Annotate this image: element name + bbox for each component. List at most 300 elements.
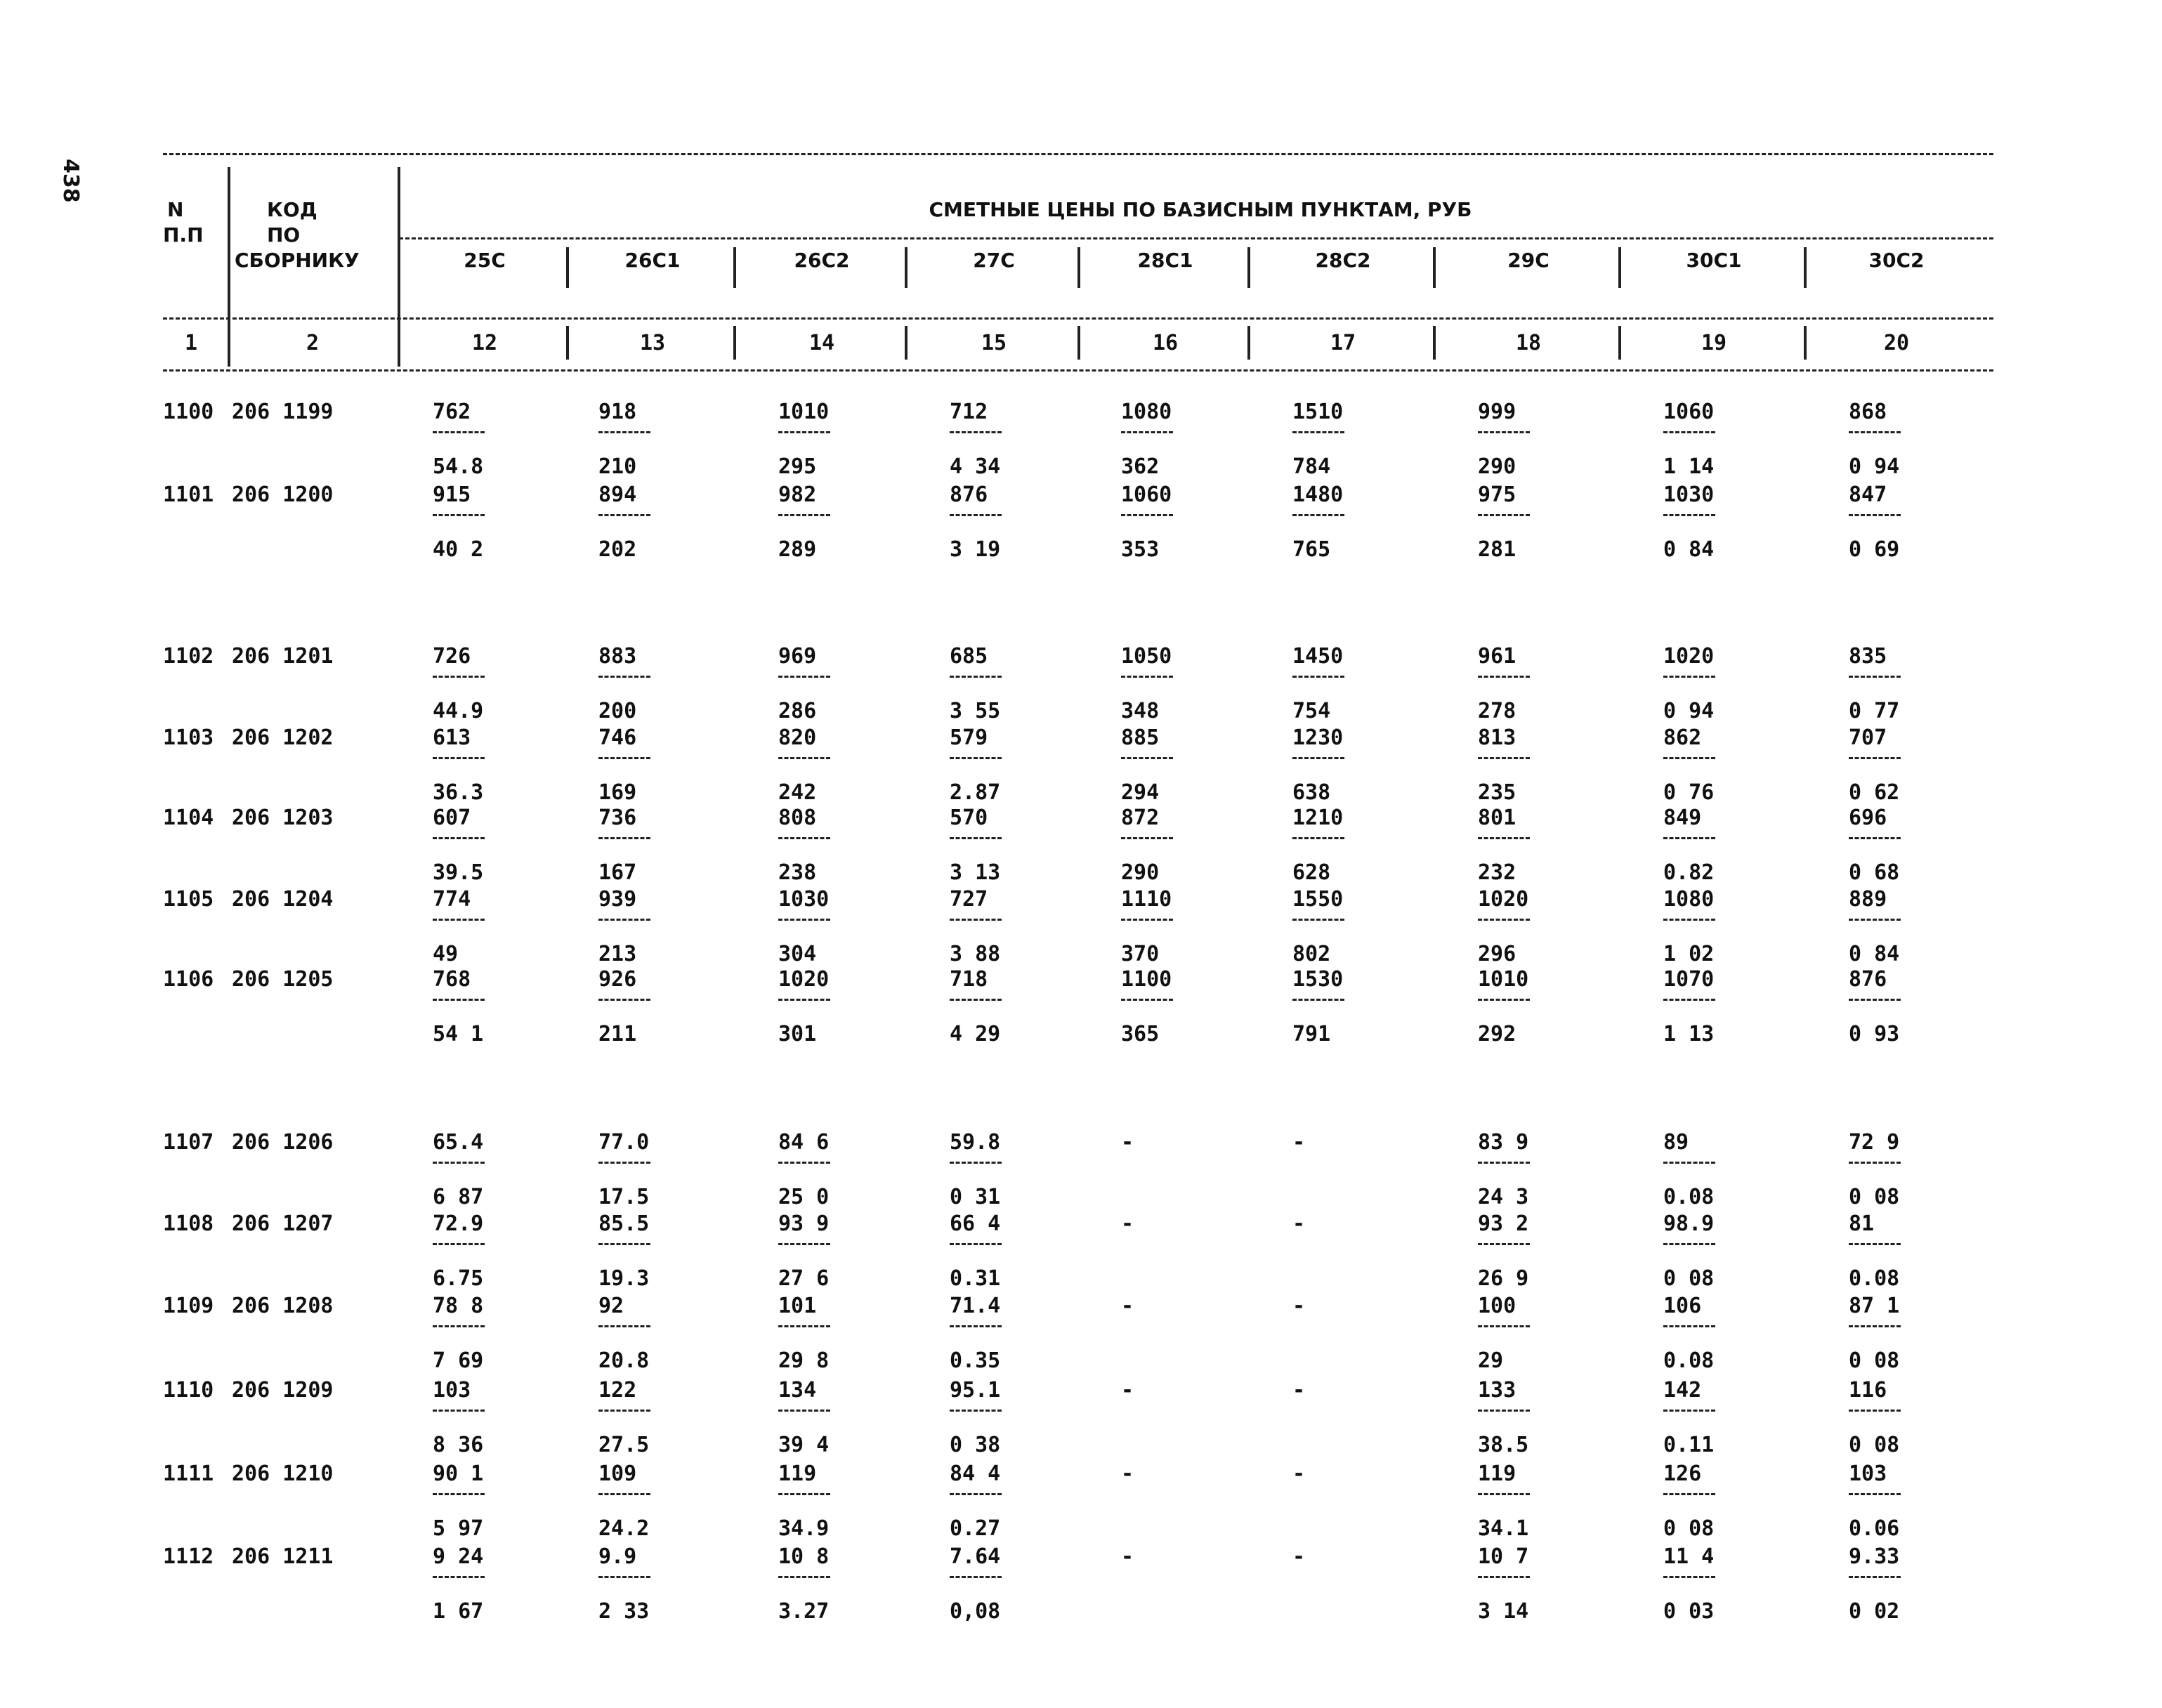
fraction-line [433, 1162, 485, 1164]
price-value-top: 9.33 [1849, 1544, 1900, 1569]
price-colnum-divider-7 [1618, 326, 1621, 360]
fraction-line [433, 514, 485, 516]
row-code: 206 1204 [232, 887, 334, 912]
price-value-bottom: 29 [1478, 1348, 1504, 1373]
price-value-top: 1480 [1292, 482, 1344, 507]
table-top-rule [163, 153, 1993, 155]
price-value-bottom: 213 [598, 942, 637, 966]
price-value-bottom: 0.08 [1849, 1266, 1900, 1291]
price-value-bottom: 348 [1121, 699, 1160, 723]
price-value-bottom: 167 [598, 860, 637, 885]
price-value-bottom: 0.11 [1663, 1433, 1715, 1457]
price-value-top: 961 [1478, 644, 1516, 669]
price-value-bottom: 0 08 [1663, 1266, 1715, 1291]
price-value-bottom: 290 [1478, 454, 1516, 479]
group-header-rule [399, 237, 1993, 239]
price-value-bottom: 0 84 [1663, 537, 1715, 562]
price-value-top: 1020 [778, 967, 830, 992]
fraction-line [1478, 757, 1530, 759]
fraction-line [1478, 837, 1530, 839]
row-number: 1106 [163, 967, 214, 992]
price-value-top: 106 [1663, 1294, 1702, 1318]
fraction-line [778, 757, 830, 759]
fraction-line [433, 919, 485, 921]
column-number: 1 [184, 331, 198, 355]
price-value-top: 862 [1663, 725, 1702, 750]
fraction-line [598, 1243, 650, 1245]
column-number: 13 [639, 331, 666, 355]
price-value-bottom: 34.9 [778, 1516, 830, 1541]
price-value-bottom: 38.5 [1478, 1433, 1529, 1457]
price-value-bottom: 365 [1121, 1022, 1160, 1046]
price-value-top: 696 [1849, 806, 1887, 830]
price-value-top: 87 1 [1849, 1294, 1900, 1318]
price-value-top: 685 [950, 644, 988, 669]
fraction-line [1478, 1325, 1530, 1327]
price-value-top: 1060 [1121, 482, 1172, 507]
price-value-bottom: 0.35 [950, 1348, 1001, 1373]
price-value-bottom: 370 [1121, 942, 1160, 966]
fraction-line [1292, 676, 1344, 678]
price-value-top: 918 [598, 400, 637, 424]
price-column-header: 29С [1507, 249, 1550, 272]
fraction-line [598, 676, 650, 678]
fraction-line [1121, 676, 1173, 678]
price-value-top: - [1292, 1294, 1306, 1318]
price-value-top: 999 [1478, 400, 1516, 424]
price-value-top: 77.0 [598, 1130, 650, 1155]
fraction-line [1849, 431, 1901, 433]
price-value-bottom: 6.75 [433, 1266, 484, 1291]
price-value-top: 72.9 [433, 1211, 484, 1236]
price-value-top: 1020 [1663, 644, 1715, 669]
fraction-line [950, 999, 1002, 1001]
price-value-bottom: 235 [1478, 780, 1516, 805]
price-value-bottom: 3 14 [1478, 1599, 1529, 1624]
fraction-line [1292, 999, 1344, 1001]
price-column-header: 28С1 [1137, 249, 1193, 272]
fraction-line [950, 1243, 1002, 1245]
column-number: 20 [1883, 331, 1910, 355]
price-value-top: 71.4 [950, 1294, 1001, 1318]
fraction-line [1478, 919, 1530, 921]
price-value-bottom: 295 [778, 454, 817, 479]
price-value-bottom: 0 68 [1849, 860, 1900, 885]
fraction-line [1121, 431, 1173, 433]
fraction-line [433, 999, 485, 1001]
column-number: 14 [808, 331, 835, 355]
price-value-bottom: 0 62 [1849, 780, 1900, 805]
price-value-bottom: 0.06 [1849, 1516, 1900, 1541]
price-value-bottom: 0.27 [950, 1516, 1001, 1541]
row-code: 206 1203 [232, 806, 334, 830]
price-value-top: 9.9 [598, 1544, 637, 1569]
fraction-line [1849, 1243, 1901, 1245]
price-value-bottom: 0.82 [1663, 860, 1715, 885]
price-value-top: 1080 [1663, 887, 1715, 912]
fraction-line [1663, 1243, 1715, 1245]
price-value-top: 10 7 [1478, 1544, 1529, 1569]
price-value-top: 736 [598, 806, 637, 830]
fraction-line [950, 514, 1002, 516]
price-column-header: 28С2 [1315, 249, 1371, 272]
column-number: 15 [981, 331, 1007, 355]
price-value-bottom: 289 [778, 537, 817, 562]
price-value-bottom: 628 [1292, 860, 1331, 885]
price-value-top: 1530 [1292, 967, 1344, 992]
price-value-top: 59.8 [950, 1130, 1001, 1155]
price-value-bottom: 25 0 [778, 1185, 830, 1209]
price-value-bottom: 304 [778, 942, 817, 966]
row-number: 1108 [163, 1211, 214, 1236]
fraction-line [433, 676, 485, 678]
price-value-top: 1080 [1121, 400, 1172, 424]
price-value-top: 982 [778, 482, 817, 507]
price-value-top: 894 [598, 482, 637, 507]
column-number: 2 [306, 331, 320, 355]
price-value-bottom: 0 08 [1663, 1516, 1715, 1541]
price-value-top: 579 [950, 725, 988, 750]
price-value-top: 119 [778, 1461, 817, 1486]
price-value-bottom: 39.5 [433, 860, 484, 885]
fraction-line [598, 1162, 650, 1164]
price-col-divider-7 [1618, 247, 1621, 288]
price-value-top: 83 9 [1478, 1130, 1529, 1155]
price-value-top: 613 [433, 725, 471, 750]
row-code: 206 1201 [232, 644, 334, 669]
fraction-line [598, 1493, 650, 1495]
fraction-line [1292, 514, 1344, 516]
price-value-top: - [1292, 1378, 1306, 1402]
fraction-line [598, 999, 650, 1001]
price-value-top: 95.1 [950, 1378, 1001, 1402]
price-value-bottom: 24 3 [1478, 1185, 1529, 1209]
price-value-top: 81 [1849, 1211, 1875, 1236]
price-value-top: 1110 [1121, 887, 1172, 912]
row-code: 206 1199 [232, 400, 334, 424]
fraction-line [778, 676, 830, 678]
price-value-top: 84 6 [778, 1130, 830, 1155]
price-value-top: 1060 [1663, 400, 1715, 424]
price-value-bottom: 3.27 [778, 1599, 830, 1624]
price-value-bottom: 29 8 [778, 1348, 830, 1373]
price-value-bottom: 754 [1292, 699, 1331, 723]
fraction-line [1849, 1325, 1901, 1327]
price-col-divider-1 [566, 247, 569, 288]
price-value-top: - [1292, 1211, 1306, 1236]
fraction-line [1849, 1576, 1901, 1578]
price-value-bottom: 238 [778, 860, 817, 885]
fraction-line [1292, 919, 1344, 921]
price-value-bottom: 362 [1121, 454, 1160, 479]
fraction-line [778, 431, 830, 433]
price-col-divider-4 [1077, 247, 1080, 288]
price-value-top: 801 [1478, 806, 1516, 830]
row-code: 206 1206 [232, 1130, 334, 1155]
fraction-line [1849, 837, 1901, 839]
fraction-line [1663, 837, 1715, 839]
price-value-top: 712 [950, 400, 988, 424]
column-number: 12 [471, 331, 498, 355]
fraction-line [950, 431, 1002, 433]
price-value-bottom: 765 [1292, 537, 1331, 562]
price-value-top: 939 [598, 887, 637, 912]
price-value-top: 72 9 [1849, 1130, 1900, 1155]
price-value-top: 820 [778, 725, 817, 750]
price-value-bottom: 34.1 [1478, 1516, 1529, 1541]
price-value-top: 89 [1663, 1130, 1689, 1155]
price-value-top: 1550 [1292, 887, 1344, 912]
price-value-bottom: 36.3 [433, 780, 484, 805]
price-value-bottom: 0 93 [1849, 1022, 1900, 1046]
price-column-header: 30С1 [1686, 249, 1742, 272]
price-value-top: 813 [1478, 725, 1516, 750]
column-number-rule [163, 369, 1993, 372]
fraction-line [433, 1325, 485, 1327]
price-value-top: 103 [433, 1378, 471, 1402]
price-value-top: 876 [950, 482, 988, 507]
fraction-line [778, 837, 830, 839]
fraction-line [598, 757, 650, 759]
fraction-line [1478, 676, 1530, 678]
price-colnum-divider-1 [566, 326, 569, 360]
price-col-divider-6 [1433, 247, 1436, 288]
price-value-top: 9 24 [433, 1544, 484, 1569]
price-value-bottom: 169 [598, 780, 637, 805]
price-value-bottom: 26 9 [1478, 1266, 1529, 1291]
fraction-line [778, 919, 830, 921]
price-value-bottom: 232 [1478, 860, 1516, 885]
fraction-line [1849, 514, 1901, 516]
price-value-top: 727 [950, 887, 988, 912]
fraction-line [598, 514, 650, 516]
price-value-bottom: 286 [778, 699, 817, 723]
price-value-top: 119 [1478, 1461, 1516, 1486]
price-value-top: 65.4 [433, 1130, 484, 1155]
price-value-bottom: 278 [1478, 699, 1516, 723]
fraction-line [950, 1410, 1002, 1412]
fraction-line [1478, 1410, 1530, 1412]
price-value-bottom: 0.31 [950, 1266, 1001, 1291]
column-number: 19 [1701, 331, 1727, 355]
price-value-top: 10 8 [778, 1544, 830, 1569]
row-code: 206 1200 [232, 482, 334, 507]
price-value-bottom: 4 34 [950, 454, 1001, 479]
price-value-top: 849 [1663, 806, 1702, 830]
price-value-bottom: 202 [598, 537, 637, 562]
price-value-top: 915 [433, 482, 471, 507]
header-pp-label: П.П [163, 223, 204, 247]
price-value-bottom: 3 13 [950, 860, 1001, 885]
row-code: 206 1205 [232, 967, 334, 992]
fraction-line [598, 1576, 650, 1578]
price-col-divider-2 [733, 247, 736, 288]
fraction-line [1849, 676, 1901, 678]
price-value-bottom: 6 87 [433, 1185, 484, 1209]
price-value-top: 92 [598, 1294, 624, 1318]
fraction-line [1663, 1162, 1715, 1164]
price-value-bottom: 39 4 [778, 1433, 830, 1457]
price-value-top: 768 [433, 967, 471, 992]
price-value-bottom: 0 08 [1849, 1185, 1900, 1209]
row-number: 1110 [163, 1378, 214, 1402]
price-column-header: 26С2 [794, 249, 850, 272]
row-number: 1109 [163, 1294, 214, 1318]
price-value-top: 122 [598, 1378, 637, 1402]
fraction-line [950, 1493, 1002, 1495]
price-value-top: - [1121, 1461, 1134, 1486]
price-value-top: - [1292, 1461, 1306, 1486]
fraction-line [778, 1243, 830, 1245]
price-value-top: 78 8 [433, 1294, 484, 1318]
price-value-bottom: 54 1 [433, 1022, 484, 1046]
price-value-bottom: 19.3 [598, 1266, 650, 1291]
price-value-top: 134 [778, 1378, 817, 1402]
fraction-line [1478, 431, 1530, 433]
price-value-bottom: 791 [1292, 1022, 1331, 1046]
page-number: 438 [58, 159, 83, 203]
fraction-line [950, 1325, 1002, 1327]
header-sbornik-label: СБОРНИКУ [235, 249, 360, 272]
price-value-bottom: 44.9 [433, 699, 484, 723]
price-value-bottom: 3 19 [950, 537, 1001, 562]
price-value-top: 762 [433, 400, 471, 424]
row-code: 206 1202 [232, 725, 334, 750]
price-value-top: 1100 [1121, 967, 1172, 992]
price-value-top: 66 4 [950, 1211, 1001, 1236]
price-col-divider-3 [905, 247, 908, 288]
header-po-label: ПО [267, 223, 301, 247]
fraction-line [950, 1162, 1002, 1164]
fraction-line [950, 676, 1002, 678]
price-value-bottom: 24.2 [598, 1516, 650, 1541]
price-value-bottom: 1 67 [433, 1599, 484, 1624]
price-value-bottom: 242 [778, 780, 817, 805]
price-value-top: 103 [1849, 1461, 1887, 1486]
column-number: 16 [1152, 331, 1179, 355]
price-value-bottom: 49 [433, 942, 459, 966]
price-value-top: 808 [778, 806, 817, 830]
price-value-top: 718 [950, 967, 988, 992]
price-value-bottom: 0 08 [1849, 1348, 1900, 1373]
column-number: 18 [1515, 331, 1542, 355]
fraction-line [1121, 837, 1173, 839]
fraction-line [1663, 1576, 1715, 1578]
row-number: 1100 [163, 400, 214, 424]
price-value-top: - [1121, 1378, 1134, 1402]
price-column-header: 30С2 [1868, 249, 1925, 272]
row-code: 206 1209 [232, 1378, 334, 1402]
fraction-line [950, 837, 1002, 839]
price-value-bottom: 784 [1292, 454, 1331, 479]
price-value-bottom: 0 69 [1849, 537, 1900, 562]
fraction-line [1478, 1243, 1530, 1245]
price-value-top: 1510 [1292, 400, 1344, 424]
fraction-line [778, 1162, 830, 1164]
fraction-line [778, 1410, 830, 1412]
price-value-top: 774 [433, 887, 471, 912]
price-value-top: - [1121, 1130, 1134, 1155]
price-value-bottom: 8 36 [433, 1433, 484, 1457]
price-value-top: 607 [433, 806, 471, 830]
fraction-line [778, 1576, 830, 1578]
price-value-bottom: 40 2 [433, 537, 484, 562]
price-value-top: 707 [1849, 725, 1887, 750]
row-number: 1105 [163, 887, 214, 912]
price-value-bottom: 0,08 [950, 1599, 1001, 1624]
fraction-line [1849, 1410, 1901, 1412]
fraction-line [1663, 757, 1715, 759]
price-value-bottom: 294 [1121, 780, 1160, 805]
price-value-bottom: 211 [598, 1022, 637, 1046]
price-value-top: 1450 [1292, 644, 1344, 669]
price-value-top: 126 [1663, 1461, 1702, 1486]
price-value-bottom: 0 31 [950, 1185, 1001, 1209]
price-group-title: СМЕТНЫЕ ЦЕНЫ ПО БАЗИСНЫМ ПУНКТАМ, РУБ [929, 198, 1472, 221]
price-column-header: 26С1 [624, 249, 681, 272]
price-colnum-divider-6 [1433, 326, 1436, 360]
fraction-line [778, 999, 830, 1001]
price-value-top: 93 2 [1478, 1211, 1529, 1236]
price-value-top: 142 [1663, 1378, 1702, 1402]
fraction-line [1849, 999, 1901, 1001]
fraction-line [433, 1576, 485, 1578]
price-value-top: 1230 [1292, 725, 1344, 750]
fraction-line [1849, 757, 1901, 759]
price-value-top: - [1121, 1211, 1134, 1236]
price-value-bottom: 1 02 [1663, 942, 1715, 966]
price-value-top: 835 [1849, 644, 1887, 669]
row-number: 1107 [163, 1130, 214, 1155]
price-colnum-divider-3 [905, 326, 908, 360]
row-code: 206 1207 [232, 1211, 334, 1236]
price-value-bottom: 281 [1478, 537, 1516, 562]
price-value-top: 883 [598, 644, 637, 669]
price-value-bottom: 292 [1478, 1022, 1516, 1046]
row-number: 1112 [163, 1544, 214, 1569]
price-column-header: 27С [973, 249, 1015, 272]
price-value-bottom: 0 38 [950, 1433, 1001, 1457]
row-number: 1102 [163, 644, 214, 669]
price-value-top: 1030 [778, 887, 830, 912]
row-number: 1111 [163, 1461, 214, 1486]
price-value-bottom: 2.87 [950, 780, 1001, 805]
fraction-line [1663, 676, 1715, 678]
fraction-line [1663, 1493, 1715, 1495]
price-value-top: 746 [598, 725, 637, 750]
price-value-top: 93 9 [778, 1211, 830, 1236]
row-number: 1103 [163, 725, 214, 750]
price-value-bottom: 290 [1121, 860, 1160, 885]
price-value-bottom: 5 97 [433, 1516, 484, 1541]
price-value-bottom: 4 29 [950, 1022, 1001, 1046]
fraction-line [598, 919, 650, 921]
row-number: 1101 [163, 482, 214, 507]
fraction-line [1478, 999, 1530, 1001]
fraction-line [1121, 757, 1173, 759]
fraction-line [950, 757, 1002, 759]
fraction-line [1849, 919, 1901, 921]
fraction-line [1121, 919, 1173, 921]
fraction-line [433, 431, 485, 433]
price-value-bottom: 0 94 [1849, 454, 1900, 479]
price-value-bottom: 0 08 [1849, 1433, 1900, 1457]
fraction-line [1849, 1162, 1901, 1164]
price-value-top: 7.64 [950, 1544, 1001, 1569]
fraction-line [1478, 514, 1530, 516]
price-value-bottom: 20.8 [598, 1348, 650, 1373]
price-value-bottom: 17.5 [598, 1185, 650, 1209]
